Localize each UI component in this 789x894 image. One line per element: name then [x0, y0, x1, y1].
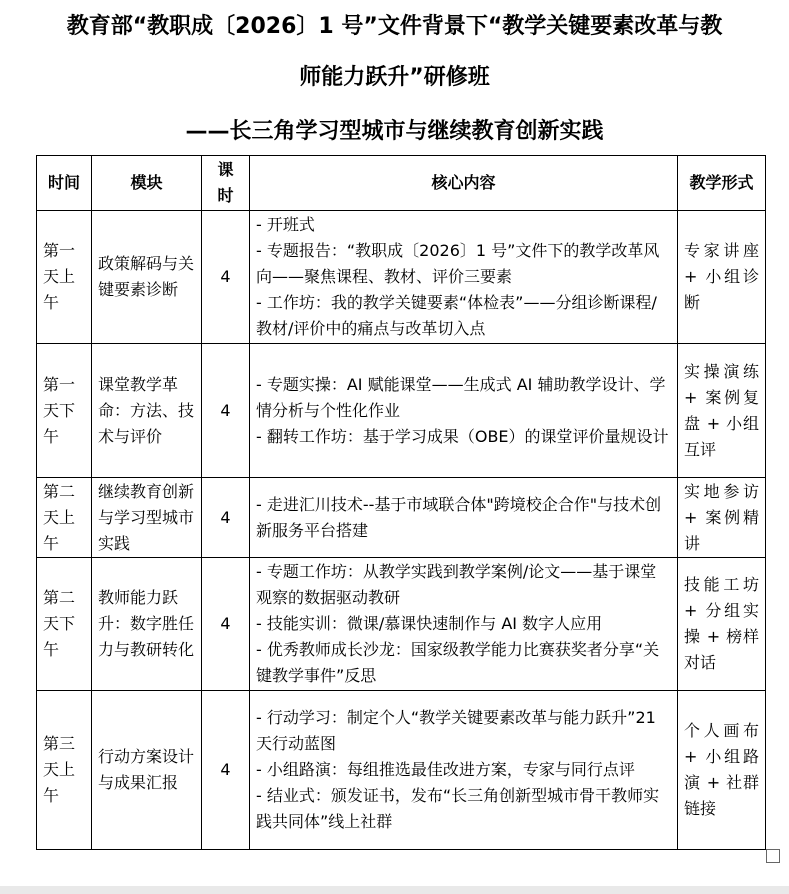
cell-content	[250, 344, 678, 478]
document-title-line1: 教育部“教职成〔2026〕1 号”文件背景下“教学关键要素改革与教	[66, 14, 723, 39]
cell-hours: 4	[202, 558, 250, 691]
cell-module: 政策解码与关键要素诊断	[92, 211, 202, 344]
cell-form: 实地参访 + 案例精讲	[678, 478, 766, 558]
paragraph-mark-box	[766, 849, 780, 863]
content-item: - 结业式：颁发证书，发布“长三角创新型城市骨干教师实践共同体”线上社群	[256, 786, 660, 831]
cell-module: 教师能力跃升：数字胜任力与教研转化	[92, 558, 202, 691]
cell-form: 实操演练 + 案例复盘 + 小组互评	[678, 344, 766, 478]
table-row	[37, 344, 766, 478]
content-item: - 专题报告：“教职成〔2026〕1 号”文件下的教学改革风向——聚焦课程、教材、评价三要素	[256, 241, 660, 286]
cell-hours: 4	[202, 344, 250, 478]
cell-time: 第二天下午	[37, 558, 92, 691]
cell-content	[250, 558, 678, 691]
cell-form: 专家讲座 + 小组诊断	[678, 211, 766, 344]
header-hours: 课时	[202, 156, 250, 211]
table-row	[37, 691, 766, 850]
cell-hours: 4	[202, 691, 250, 850]
cell-hours: 4	[202, 211, 250, 344]
table-row	[37, 478, 766, 558]
cell-time: 第二天上午	[37, 478, 92, 558]
header-form: 教学形式	[678, 156, 766, 211]
cell-content	[250, 691, 678, 850]
table-row	[37, 558, 766, 691]
content-item: - 走进汇川技术--基于市域联合体"跨境校企合作"与技术创新服务平台搭建	[256, 494, 662, 540]
cell-form: 个人画布 + 小组路演 + 社群链接	[678, 691, 766, 850]
cell-hours: 4	[202, 478, 250, 558]
content-item: - 专题工作坊：从教学实践到教学案例/论文——基于课堂观察的数据驱动教研	[256, 562, 657, 607]
table-header-row	[37, 156, 766, 211]
window-bottom-edge	[0, 886, 789, 894]
document-subtitle: ——长三角学习型城市与继续教育创新实践	[185, 119, 604, 144]
content-item: - 开班式	[256, 215, 315, 234]
cell-content	[250, 478, 678, 558]
cell-time: 第三天上午	[37, 691, 92, 850]
content-item: - 翻转工作坊：基于学习成果（OBE）的课堂评价量规设计	[256, 426, 669, 446]
cell-module: 行动方案设计与成果汇报	[92, 691, 202, 850]
content-item: - 行动学习：制定个人“教学关键要素改革与能力跃升”21 天行动蓝图	[256, 708, 656, 753]
content-item: - 优秀教师成长沙龙：国家级教学能力比赛获奖者分享“关键教学事件”反思	[256, 640, 660, 685]
cell-time: 第一天下午	[37, 344, 92, 478]
table-row	[37, 211, 766, 344]
content-item: - 工作坊：我的教学关键要素“体检表”——分组诊断课程/教材/评价中的痛点与改革切入点	[256, 293, 657, 338]
cell-time: 第一天上午	[37, 211, 92, 344]
header-module: 模块	[92, 156, 202, 211]
cell-content	[250, 211, 678, 344]
cell-module: 继续教育创新与学习型城市实践	[92, 478, 202, 558]
header-time: 时间	[37, 156, 92, 211]
content-item: - 小组路演：每组推选最佳改进方案，专家与同行点评	[256, 760, 635, 779]
cell-module: 课堂教学革命：方法、技术与评价	[92, 344, 202, 478]
document-title-line2: 师能力跃升”研修班	[299, 65, 490, 90]
content-item: - 技能实训：微课/慕课快速制作与 AI 数字人应用	[256, 614, 603, 633]
content-item: - 专题实操：AI 赋能课堂——生成式 AI 辅助教学设计、学情分析与个性化作业	[256, 374, 666, 420]
header-content: 核心内容	[250, 156, 678, 211]
schedule-table	[36, 155, 766, 850]
cell-form: 技能工坊 + 分组实操 + 榜样对话	[678, 558, 766, 691]
